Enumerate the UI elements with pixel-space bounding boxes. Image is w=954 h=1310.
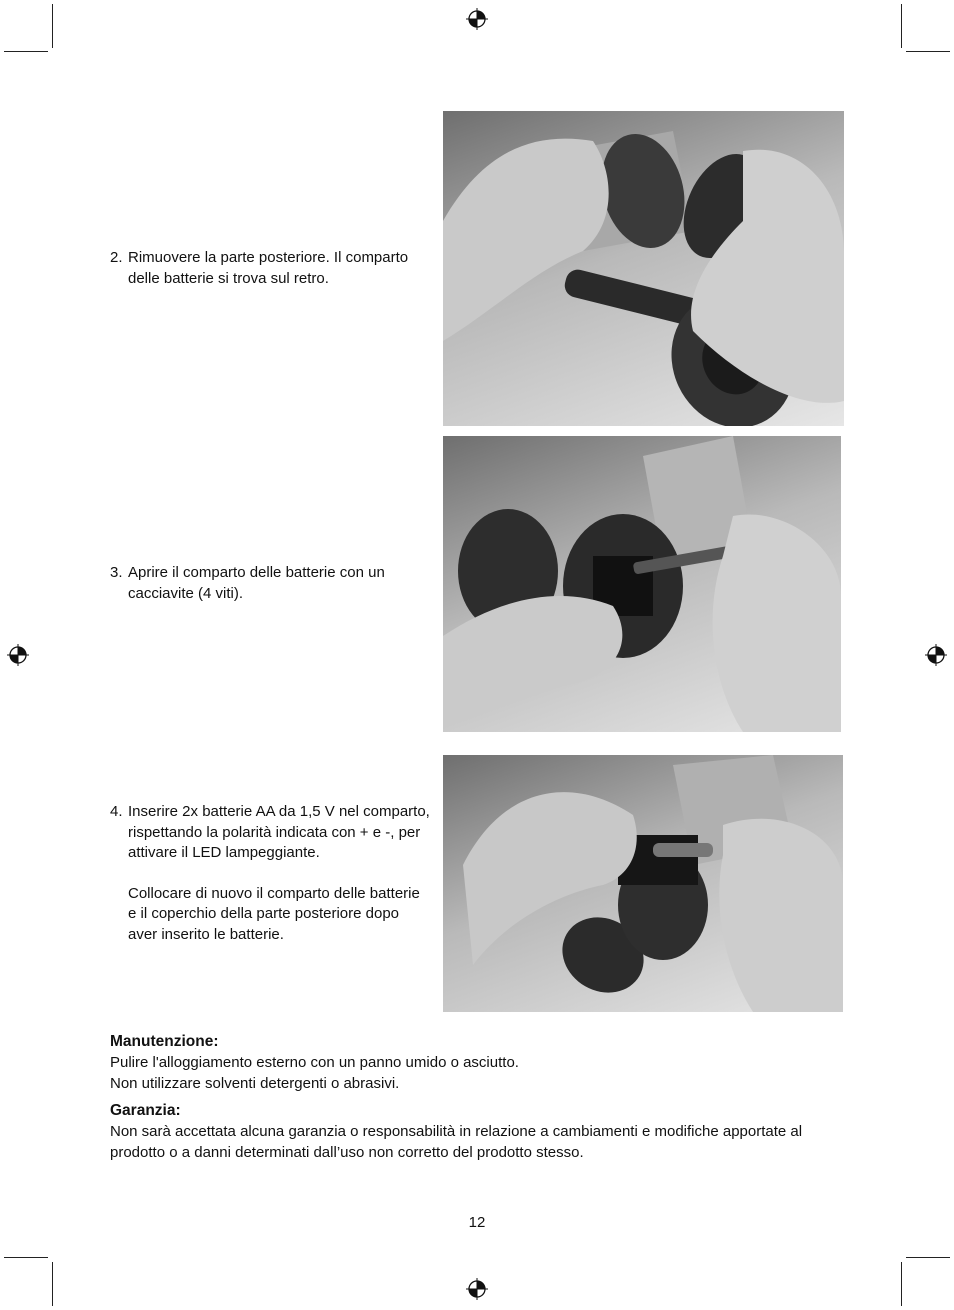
crop-mark — [901, 1262, 902, 1306]
step-text: Aprire il comparto delle batterie con un cacciavite (4 viti). — [128, 564, 385, 602]
step-number: 3. — [110, 564, 123, 581]
crop-mark — [906, 51, 950, 52]
registration-mark-icon — [925, 644, 947, 666]
crop-mark — [4, 1257, 48, 1258]
step-text: Rimuovere la parte posteriore. Il comparto delle batterie si trova sul retro. — [128, 249, 409, 287]
crop-mark — [52, 4, 53, 48]
warranty-heading: Garanzia: — [110, 1102, 181, 1119]
warranty-text: Non sarà accettata alcuna garanzia o responsabilità in relazione a cambiamenti e modifiche apportate al prodotto o a danni determinati dall’uso non corretto del prodotto stesso. — [110, 1123, 803, 1161]
step-4 — [110, 802, 430, 945]
maintenance-line: Pulire l'alloggiamento esterno con un panno umido o asciutto. — [110, 1054, 519, 1071]
step-3 — [110, 563, 430, 604]
step-text: Collocare di nuovo il comparto delle batterie e il coperchio della parte posteriore dopo aver inserito le batterie. — [128, 884, 420, 943]
maintenance-line: Non utilizzare solventi detergenti o abrasivi. — [110, 1074, 400, 1092]
maintenance-section — [110, 1033, 850, 1094]
registration-mark-icon — [7, 644, 29, 666]
crop-mark — [52, 1262, 53, 1306]
step-number: 4. — [110, 803, 123, 820]
crop-mark — [4, 51, 48, 52]
step-text: Inserire 2x batterie AA da 1,5 V nel comparto, rispettando la polarità indicata con + e -, per attivare il LED lampeggiante. — [128, 803, 430, 861]
maintenance-heading: Manutenzione: — [110, 1033, 219, 1050]
page-number: 12 — [468, 1214, 486, 1231]
step-3-photo — [443, 436, 841, 732]
crop-mark — [906, 1257, 950, 1258]
step-2 — [110, 248, 430, 289]
registration-mark-icon — [466, 1278, 488, 1300]
step-2-photo — [443, 111, 844, 426]
step-number: 2. — [110, 249, 123, 266]
registration-mark-icon — [466, 8, 488, 30]
warranty-section — [110, 1102, 850, 1163]
step-4-photo — [443, 755, 843, 1012]
crop-mark — [901, 4, 902, 48]
